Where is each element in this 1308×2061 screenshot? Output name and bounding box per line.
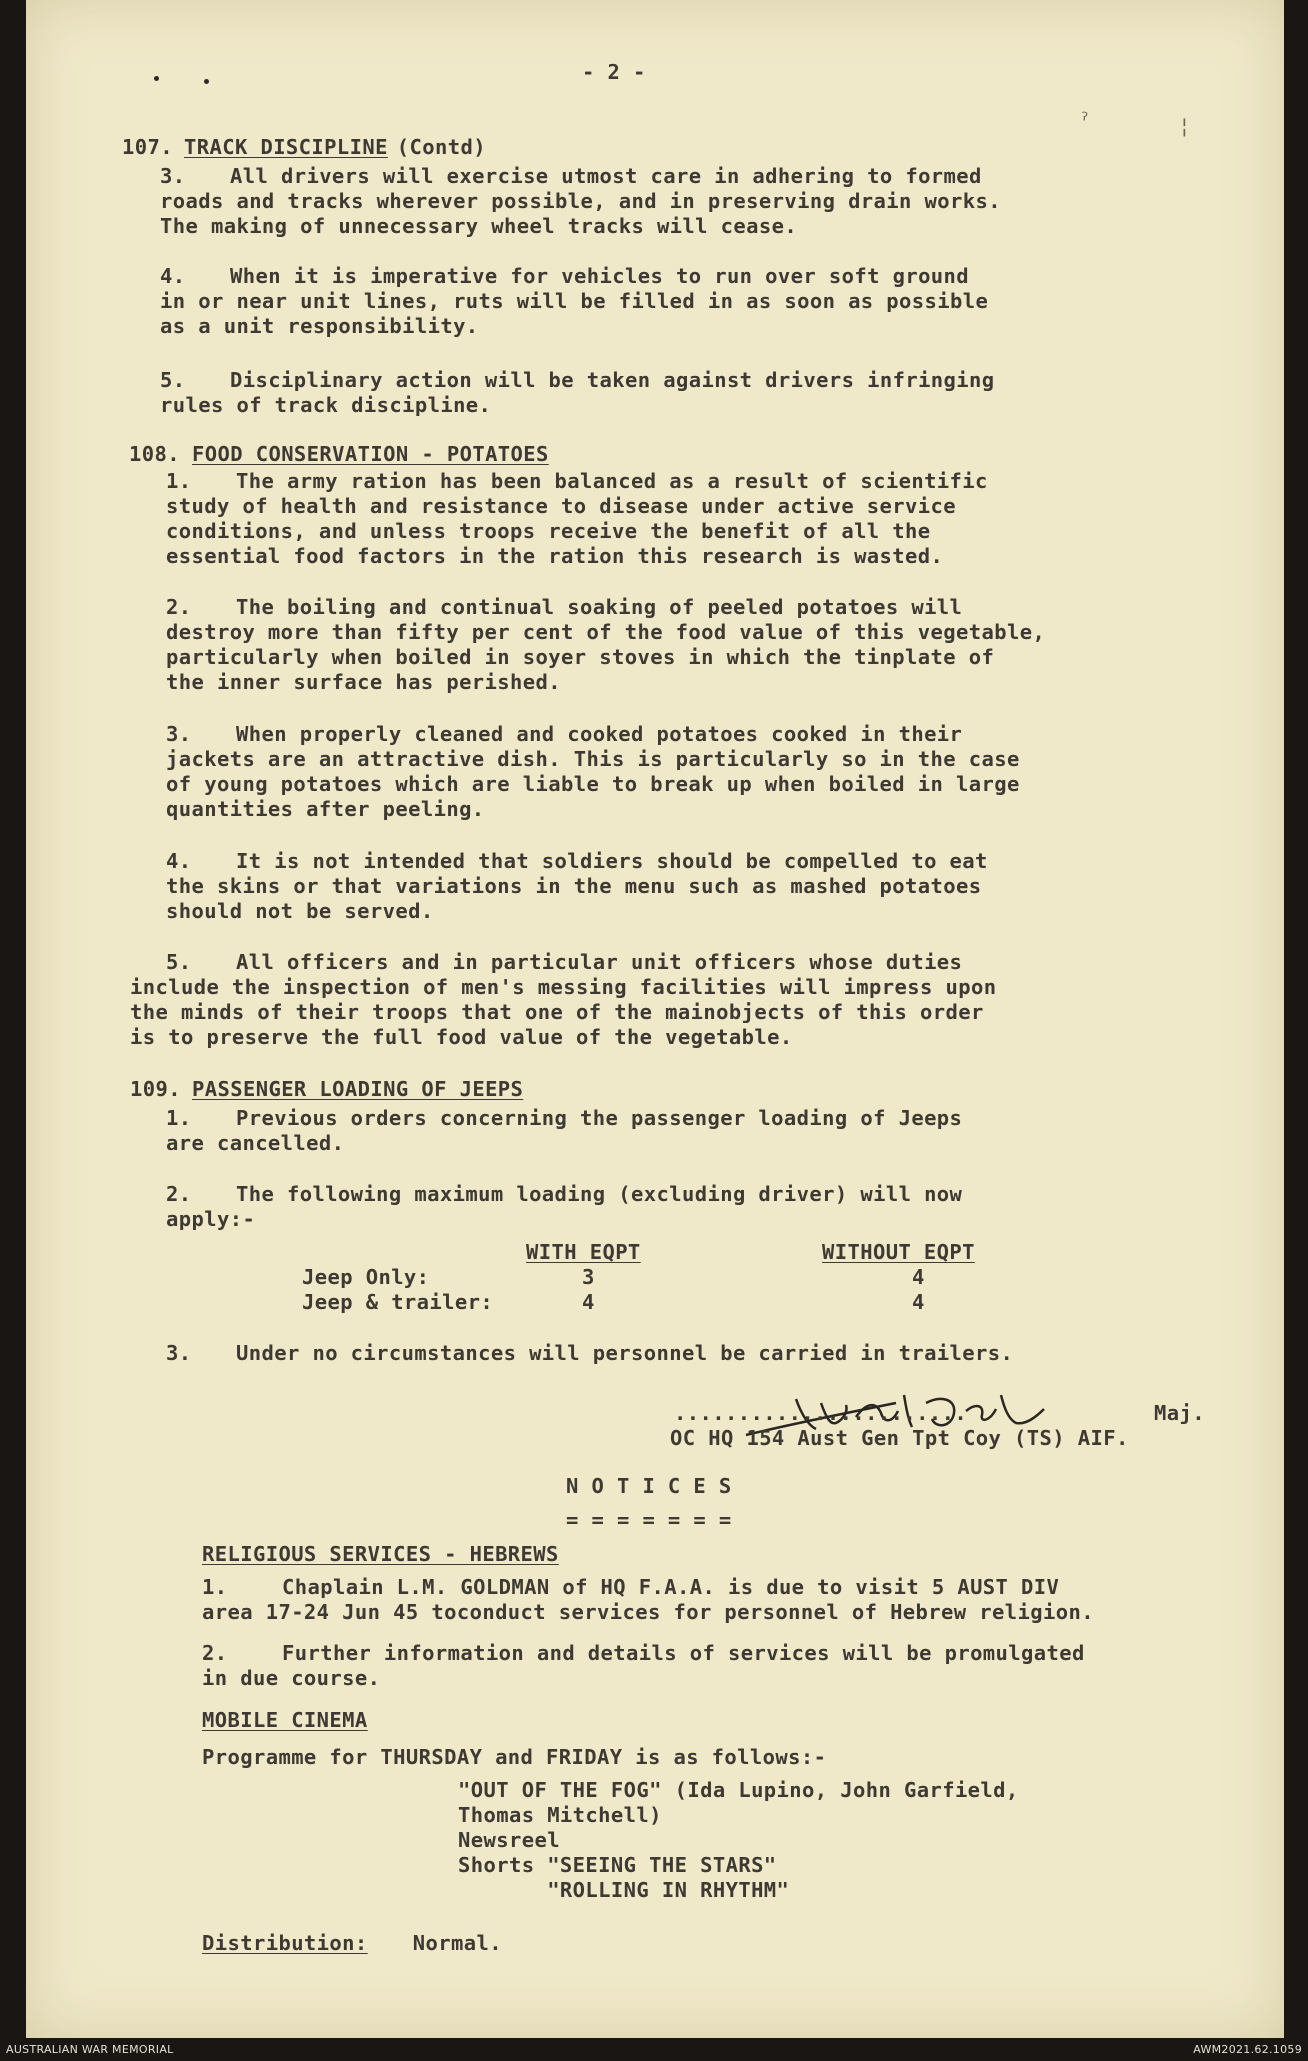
table-cell: 4 — [912, 1265, 925, 1289]
para-line: All officers and in particular unit officers whose duties — [236, 950, 963, 974]
para-line: in due course. — [202, 1666, 381, 1690]
para-number: 3. — [166, 1341, 192, 1365]
signature-dots: ....................... — [674, 1401, 968, 1425]
notices-title: N O T I C E S — [566, 1474, 732, 1498]
cinema-line: Shorts "SEEING THE STARS" — [458, 1853, 777, 1877]
para-number: 4. — [160, 264, 186, 288]
para-line: Under no circumstances will personnel be carried in trailers. — [236, 1341, 1014, 1365]
footer-left: AUSTRALIAN WAR MEMORIAL — [6, 2043, 174, 2056]
page-number: - 2 - — [582, 60, 646, 84]
para-number: 1. — [166, 1106, 192, 1130]
para-number: 2. — [166, 595, 192, 619]
para-number: 1. — [166, 469, 192, 493]
pin-hole-mark — [154, 76, 159, 81]
document-page — [26, 0, 1284, 2038]
para-number: 3. — [166, 722, 192, 746]
cinema-intro: Programme for THURSDAY and FRIDAY is as follows:- — [202, 1745, 827, 1769]
para-number: 2. — [166, 1182, 192, 1206]
para-line: When properly cleaned and cooked potatoes cooked in their — [236, 722, 963, 746]
para-number: 5. — [160, 368, 186, 392]
pencil-mark: ˀ — [1081, 108, 1089, 132]
para-line: jackets are an attractive dish. This is particularly so in the case — [166, 747, 1020, 771]
para-line: the minds of their troops that one of the mainobjects of this order — [130, 1000, 984, 1024]
table-header-with-eqpt: WITH EQPT — [526, 1240, 641, 1264]
para-line: It is not intended that soldiers should be compelled to eat — [236, 849, 988, 873]
para-line: Chaplain L.M. GOLDMAN of HQ F.A.A. is due to visit 5 AUST DIV — [282, 1575, 1060, 1599]
section-107-number: 107. — [122, 135, 173, 159]
notice-religious-heading: RELIGIOUS SERVICES - HEBREWS — [202, 1542, 559, 1566]
para-number: 1. — [202, 1575, 228, 1599]
cinema-line: Thomas Mitchell) — [458, 1803, 662, 1827]
table-header-without-eqpt: WITHOUT EQPT — [822, 1240, 975, 1264]
para-line: Disciplinary action will be taken against drivers infringing — [230, 368, 995, 392]
signature-title: OC HQ 154 Aust Gen Tpt Coy (TS) AIF. — [670, 1426, 1129, 1450]
para-number: 3. — [160, 164, 186, 188]
cinema-line: "ROLLING IN RHYTHM" — [458, 1878, 790, 1902]
para-line: roads and tracks wherever possible, and in preserving drain works. — [160, 189, 1001, 213]
para-line: The army ration has been balanced as a result of scientific — [236, 469, 988, 493]
section-108-heading: FOOD CONSERVATION - POTATOES — [192, 442, 549, 466]
para-number: 4. — [166, 849, 192, 873]
footer-right: AWM2021.62.1059 — [1193, 2043, 1302, 2056]
table-row-label: Jeep & trailer: — [302, 1290, 494, 1314]
table-cell: 4 — [582, 1290, 595, 1314]
section-109-heading: PASSENGER LOADING OF JEEPS — [192, 1077, 524, 1101]
distribution-value: Normal. — [400, 1931, 502, 1955]
notice-cinema-heading: MOBILE CINEMA — [202, 1708, 368, 1732]
table-cell: 3 — [582, 1265, 595, 1289]
para-line: study of health and resistance to disease under active service — [166, 494, 957, 518]
para-line: essential food factors in the ration this research is wasted. — [166, 544, 944, 568]
para-line: as a unit responsibility. — [160, 314, 479, 338]
para-line: Previous orders concerning the passenger loading of Jeeps — [236, 1106, 963, 1130]
para-line: particularly when boiled in soyer stoves in which the tinplate of — [166, 645, 995, 669]
para-line: The making of unnecessary wheel tracks will cease. — [160, 214, 798, 238]
para-number: 2. — [202, 1641, 228, 1665]
para-line: is to preserve the full food value of the vegetable. — [130, 1025, 793, 1049]
para-line: rules of track discipline. — [160, 393, 492, 417]
section-107-heading: TRACK DISCIPLINE — [184, 135, 388, 159]
para-line: the skins or that variations in the menu such as mashed potatoes — [166, 874, 982, 898]
para-line: of young potatoes which are liable to break up when boiled in large — [166, 772, 1020, 796]
para-line: quantities after peeling. — [166, 797, 485, 821]
distribution-label: Distribution: — [202, 1931, 368, 1955]
para-line: Further information and details of services will be promulgated — [282, 1641, 1085, 1665]
signature-rank: Maj. — [1154, 1401, 1205, 1425]
section-109-number: 109. — [130, 1077, 181, 1101]
cinema-line: "OUT OF THE FOG" (Ida Lupino, John Garfield, — [458, 1778, 1019, 1802]
para-line: The boiling and continual soaking of peeled potatoes will — [236, 595, 963, 619]
para-number: 5. — [166, 950, 192, 974]
table-cell: 4 — [912, 1290, 925, 1314]
para-line: The following maximum loading (excluding driver) will now — [236, 1182, 963, 1206]
pencil-mark: ¦ — [1181, 114, 1188, 138]
para-line: should not be served. — [166, 899, 434, 923]
table-row-label: Jeep Only: — [302, 1265, 430, 1289]
section-107-heading-suffix: (Contd) — [384, 135, 486, 159]
para-line: conditions, and unless troops receive the benefit of all the — [166, 519, 931, 543]
para-line: the inner surface has perished. — [166, 670, 562, 694]
notices-rule: = = = = = = = — [566, 1508, 732, 1532]
para-line: include the inspection of men's messing facilities will impress upon — [130, 975, 997, 999]
para-line: destroy more than fifty per cent of the food value of this vegetable, — [166, 620, 1046, 644]
pin-hole-mark — [204, 79, 209, 84]
para-line: area 17-24 Jun 45 toconduct services for personnel of Hebrew religion. — [202, 1600, 1094, 1624]
para-line: are cancelled. — [166, 1131, 345, 1155]
cinema-line: Newsreel — [458, 1828, 560, 1852]
section-108-number: 108. — [129, 442, 180, 466]
para-line: When it is imperative for vehicles to run over soft ground — [230, 264, 970, 288]
para-line: in or near unit lines, ruts will be filled in as soon as possible — [160, 289, 989, 313]
para-line: All drivers will exercise utmost care in adhering to formed — [230, 164, 982, 188]
para-line: apply:- — [166, 1207, 256, 1231]
